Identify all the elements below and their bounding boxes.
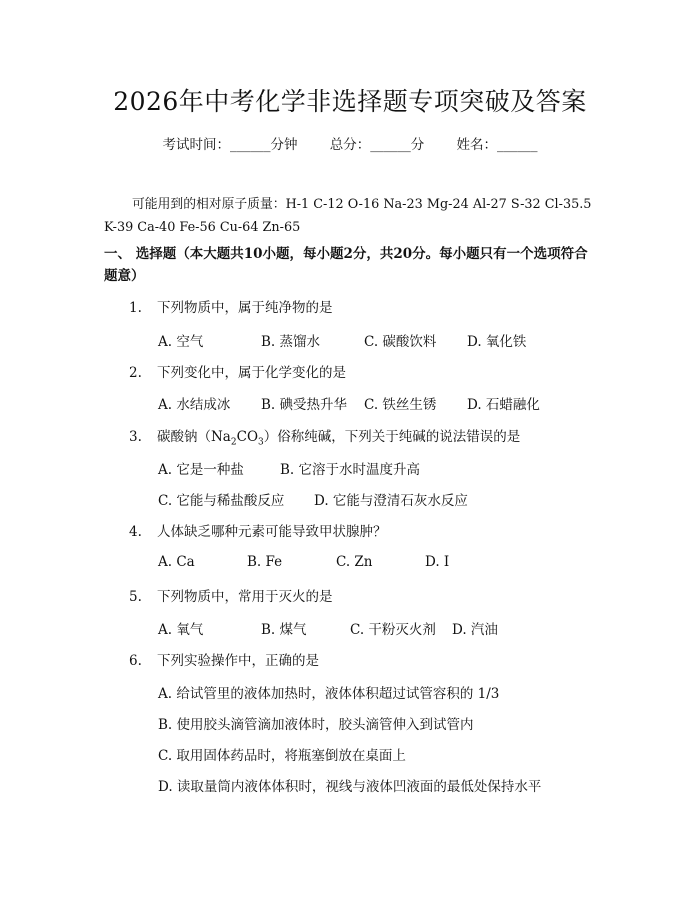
option-c: C. 碳酸饮料 xyxy=(364,334,437,350)
atomic-masses: 可能用到的相对原子质量：H-1 C-12 O-16 Na-23 Mg-24 Al-27 S-32 Cl-35.5 K-39 Ca-40 Fe-56 Cu-64 Zn-65 xyxy=(104,197,592,235)
total-score: 总分：______分 xyxy=(329,137,425,153)
exam-meta xyxy=(0,133,700,153)
option-d: D. 石蜡融化 xyxy=(467,397,540,413)
option-b: B. 煤气 xyxy=(261,622,307,638)
option-b: B. 碘受热升华 xyxy=(261,397,348,413)
question-number: 2. xyxy=(129,365,142,381)
option-a: A. Ca xyxy=(158,554,195,570)
question-5 xyxy=(129,585,333,605)
option-c: C. 铁丝生锈 xyxy=(364,397,437,413)
question-number: 3. xyxy=(129,429,142,445)
option-d: D. I xyxy=(425,554,450,570)
option-b: B. 使用胶头滴管滴加液体时，胶头滴管伸入到试管内 xyxy=(158,717,474,733)
option-b: B. 它溶于水时温度升高 xyxy=(280,462,421,478)
option-d: D. 汽油 xyxy=(452,622,498,638)
exam-time: 考试时间：______分钟 xyxy=(162,137,298,153)
option-d: D. 它能与澄清石灰水反应 xyxy=(314,493,468,509)
option-c: C. 取用固体药品时，将瓶塞倒放在桌面上 xyxy=(158,748,406,764)
option-c: C. 干粉灭火剂 xyxy=(350,622,436,638)
question-6 xyxy=(129,649,319,669)
question-number: 4. xyxy=(129,524,142,540)
subscript: 3 xyxy=(258,437,264,448)
option-c: C. Zn xyxy=(336,554,373,570)
question-text: 下列物质中，属于纯净物的是 xyxy=(157,300,333,316)
option-d: D. 读取量筒内液体体积时，视线与液体凹液面的最低处保持水平 xyxy=(158,779,542,795)
option-b: B. Fe xyxy=(247,554,283,570)
question-text: 人体缺乏哪种元素可能导致甲状腺肿？ xyxy=(157,524,387,540)
question-number: 1. xyxy=(129,300,142,316)
question-4 xyxy=(129,520,387,540)
option-d: D. 氧化铁 xyxy=(467,334,527,350)
question-text: 下列变化中，属于化学变化的是 xyxy=(157,365,346,381)
option-b: B. 蒸馏水 xyxy=(261,334,321,350)
option-a: A. 空气 xyxy=(158,334,204,350)
option-a: A. 它是一种盐 xyxy=(158,462,244,478)
question-text: 下列物质中，常用于灭火的是 xyxy=(157,589,333,605)
student-name: 姓名：______ xyxy=(456,137,538,153)
page-title: 2026年中考化学非选择题专项突破及答案 xyxy=(113,87,587,116)
question-3 xyxy=(129,425,520,448)
option-a: A. 水结成冰 xyxy=(158,397,231,413)
subscript: 2 xyxy=(230,437,237,448)
question-text: 下列实验操作中，正确的是 xyxy=(157,653,319,669)
section-heading: 一、 选择题（本大题共10小题，每小题2分，共20分。每小题只有一个选项符合题意） xyxy=(104,246,588,284)
question-2 xyxy=(129,361,346,381)
question-number: 6. xyxy=(129,653,142,669)
question-1 xyxy=(129,296,333,316)
option-c: C. 它能与稀盐酸反应 xyxy=(158,493,285,509)
question-text-pre: 碳酸钠（Na xyxy=(157,429,231,445)
question-number: 5. xyxy=(129,589,142,605)
option-a: A. 氧气 xyxy=(158,622,204,638)
option-a: A. 给试管里的液体加热时，液体体积超过试管容积的 1/3 xyxy=(158,686,500,702)
question-text-post: ）俗称纯碱，下列关于纯碱的说法错误的是 xyxy=(263,429,521,445)
question-text-mid: CO xyxy=(236,429,259,445)
